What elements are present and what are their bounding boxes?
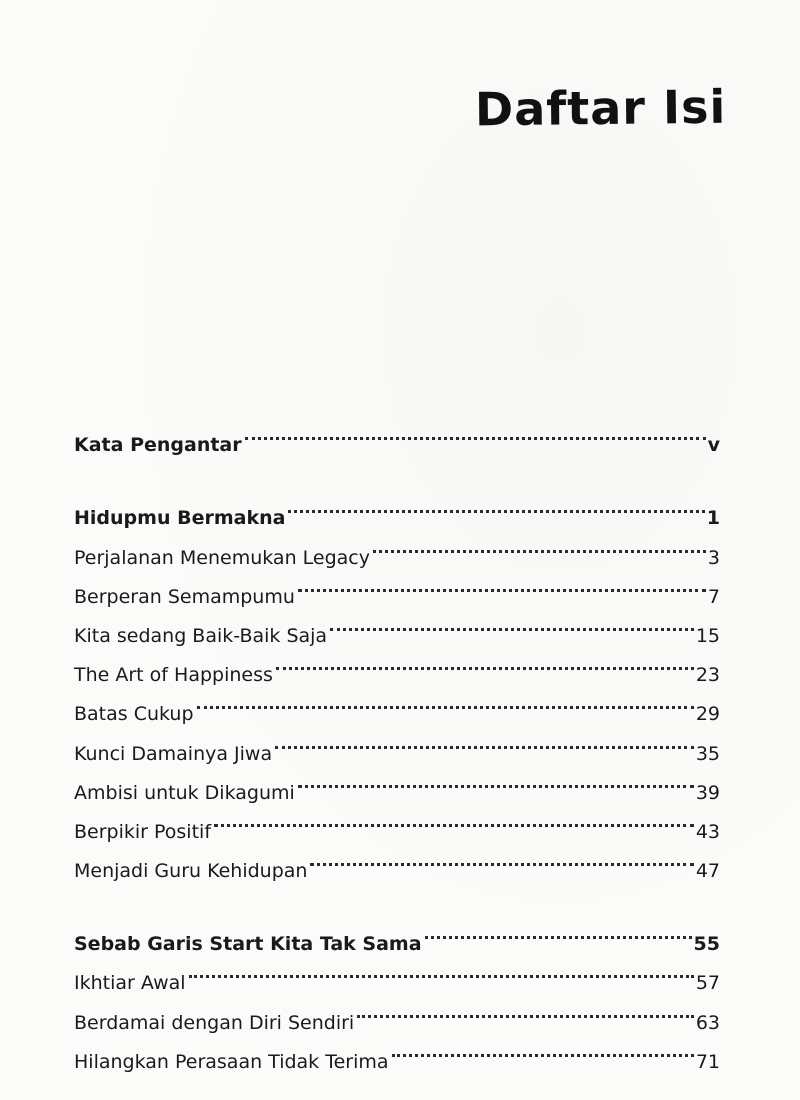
dot-leader xyxy=(330,603,694,642)
toc-entry-label: The Art of Happiness xyxy=(74,664,273,687)
toc-entry-label: Hidupmu Bermakna xyxy=(74,507,286,530)
toc-entry-label: Kita sedang Baik-Baik Saja xyxy=(74,624,328,647)
toc-entry-label: Ambisi untuk Dikagumi xyxy=(74,781,295,804)
dot-leader xyxy=(310,838,693,877)
toc-entry-page: 7 xyxy=(707,585,720,608)
toc-entry-page: 55 xyxy=(693,933,720,956)
dot-leader xyxy=(288,485,704,524)
toc-entry-label: Sebab Garis Start Kita Tak Sama xyxy=(74,933,422,956)
toc-entry-label: Kata Pengantar xyxy=(74,434,242,457)
toc-entry-page: 47 xyxy=(695,860,720,883)
toc-entry-page: 63 xyxy=(695,1011,720,1034)
toc-entry-label: Berdamai dengan Diri Sendiri xyxy=(74,1011,355,1034)
dot-leader xyxy=(214,799,694,838)
toc-entry-page: 3 xyxy=(707,546,720,569)
toc-entry-page: 35 xyxy=(695,742,720,765)
dot-leader xyxy=(189,950,694,989)
toc-entry[interactable] xyxy=(74,412,720,457)
toc-entry-page: 39 xyxy=(695,781,720,804)
dot-leader xyxy=(357,989,694,1028)
page-title: Daftar Isi xyxy=(474,79,727,137)
toc-entry-label: Perjalanan Menemukan Legacy xyxy=(74,546,370,569)
toc-entry-page: v xyxy=(707,434,720,457)
dot-leader xyxy=(373,524,706,563)
toc-entry-page: 43 xyxy=(695,820,720,843)
toc-section-hidupmu-bermakna xyxy=(74,485,720,883)
toc-entry-page: 1 xyxy=(706,507,720,530)
toc-entry-label: Batas Cukup xyxy=(74,703,194,726)
toc-entry-label: Ikhtiar Awal xyxy=(74,972,186,995)
dot-leader xyxy=(197,681,694,720)
toc-entry-label: Berperan Semampumu xyxy=(74,585,295,608)
table-of-contents xyxy=(74,412,720,1073)
dot-leader xyxy=(425,911,692,950)
toc-entry-page: 15 xyxy=(695,624,720,647)
toc-entry-label: Hilangkan Perasaan Tidak Terima xyxy=(74,1050,389,1073)
toc-entry-label: Kunci Damainya Jiwa xyxy=(74,742,273,765)
dot-leader xyxy=(245,412,706,451)
dot-leader xyxy=(298,760,694,799)
toc-entry-page: 29 xyxy=(695,703,720,726)
toc-entry-label: Menjadi Guru Kehidupan xyxy=(74,860,308,883)
dot-leader xyxy=(298,564,706,603)
toc-entry-page: 23 xyxy=(695,664,720,687)
toc-section-garis-start xyxy=(74,911,720,1073)
toc-entry-page: 71 xyxy=(695,1050,720,1073)
toc-section-front-matter xyxy=(74,412,720,457)
dot-leader xyxy=(392,1029,694,1068)
toc-entry[interactable] xyxy=(74,485,720,530)
toc-entry-page: 57 xyxy=(695,972,720,995)
dot-leader xyxy=(275,720,694,759)
toc-entry[interactable] xyxy=(74,911,720,956)
toc-entry-label: Berpikir Positif xyxy=(74,820,212,843)
dot-leader xyxy=(276,642,694,681)
